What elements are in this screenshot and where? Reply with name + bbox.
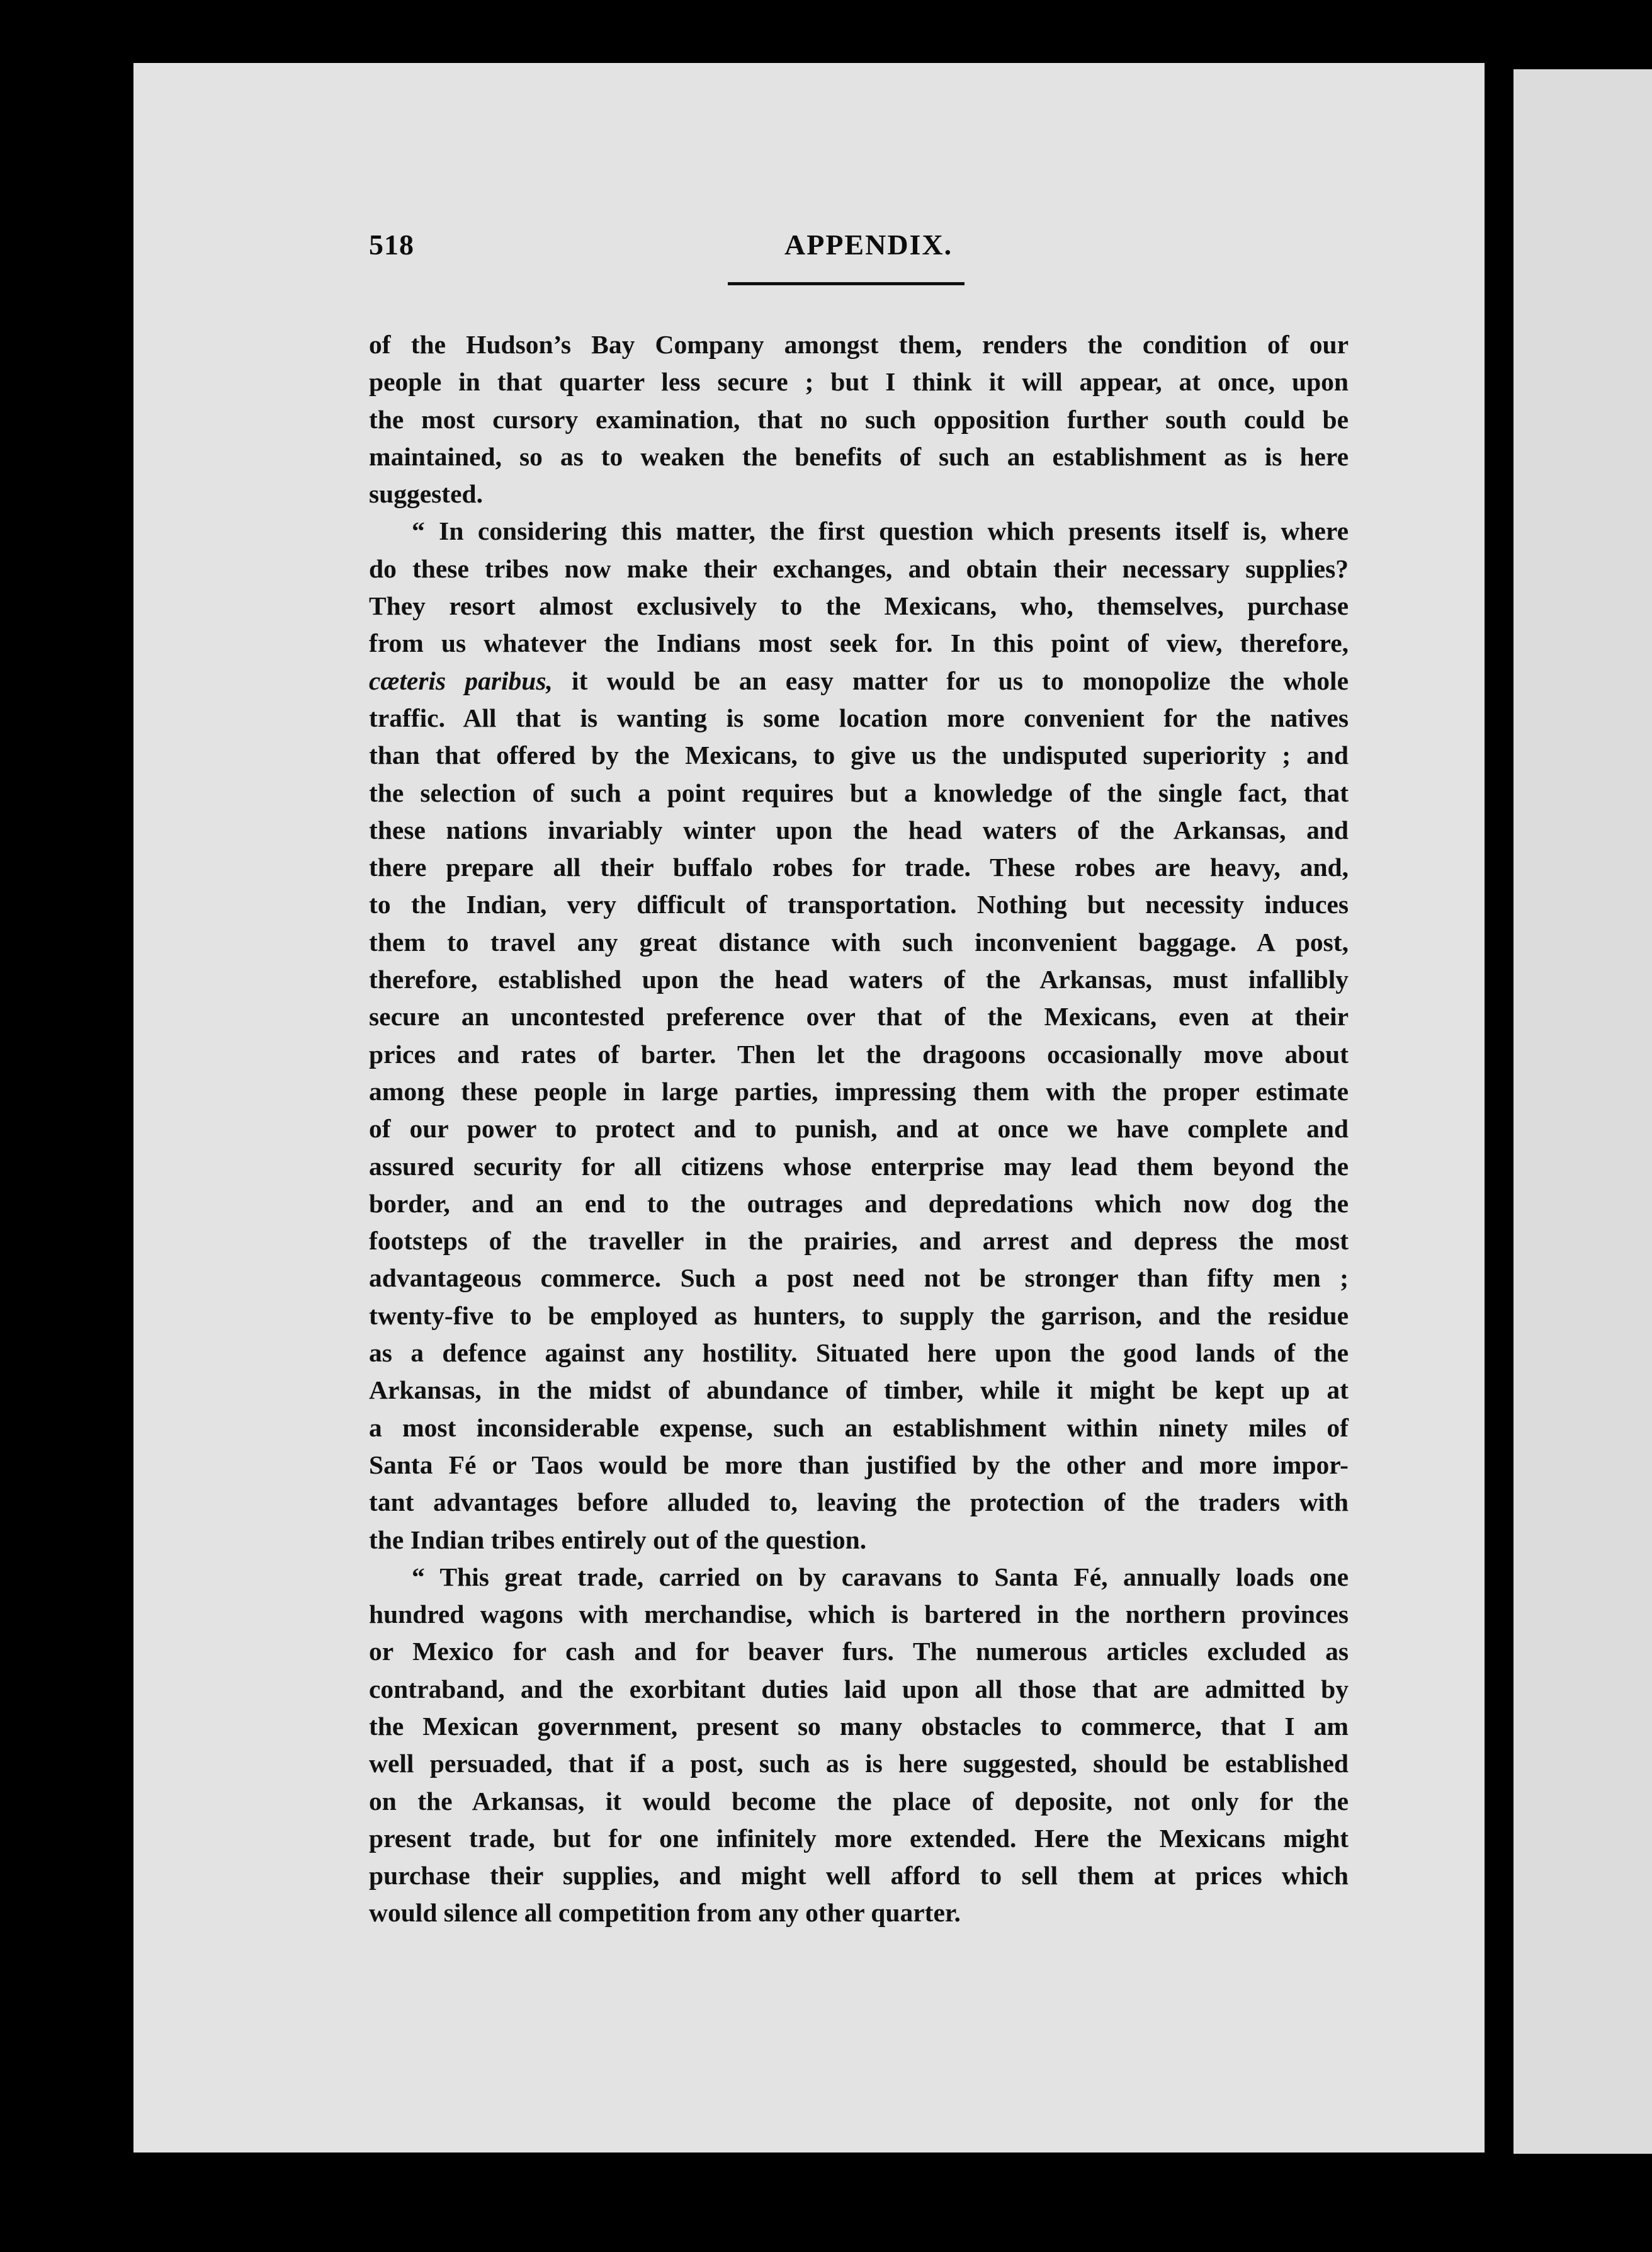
text-line: the Indian tribes entirely out of the question. (369, 1525, 867, 1554)
text-line: contraband, and the exorbitant duties laid upon all those that are admitted by (369, 1674, 1349, 1703)
header-rule (728, 282, 965, 285)
text-line: suggested. (369, 479, 483, 509)
text-line: well persuaded, that if a post, such as is here suggested, should be established (369, 1749, 1349, 1778)
text-line: would silence all competition from any other quarter. (369, 1898, 961, 1928)
text-line: the Mexican government, present so many obstacles to commerce, that I am (369, 1711, 1349, 1741)
text-line: of our power to protect and to punish, and at once we have complete and (369, 1114, 1349, 1144)
text-line: to the Indian, very difficult of transportation. Nothing but necessity induces (369, 890, 1349, 919)
text-line: of the Hudson’s Bay Company amongst them, renders the condition of our (369, 330, 1349, 359)
text-line: border, and an end to the outrages and depredations which now dog the (369, 1188, 1349, 1218)
text-line: these nations invariably winter upon the head waters of the Arkansas, and (369, 815, 1349, 844)
text-line: secure an uncontested preference over that of the Mexicans, even at their (369, 1002, 1349, 1032)
text-line: purchase their supplies, and might well afford to sell them at prices which (369, 1861, 1349, 1891)
text-line: advantageous commerce. Such a post need not be stronger than fifty men ; (369, 1263, 1349, 1293)
text-line: hundred wagons with merchandise, which is bartered in the northern provinces (369, 1600, 1349, 1629)
text-line: Arkansas, in the midst of abundance of timber, while it might be kept up at (369, 1375, 1349, 1405)
text-line: among these people in large parties, impressing them with the proper estimate (369, 1076, 1349, 1106)
page-number: 518 (369, 229, 414, 261)
text-line: the selection of such a point requires but a knowledge of the single fact, that (369, 778, 1349, 807)
text-line: Santa Fé or Taos would be more than justified by the other and more impor- (369, 1450, 1349, 1479)
text-line: “ This great trade, carried on by caravans to Santa Fé, annually loads one (412, 1562, 1349, 1591)
text-line: as a defence against any hostility. Situated here upon the good lands of the (369, 1338, 1349, 1368)
text-line: footsteps of the traveller in the prairies, and arrest and depress the most (369, 1226, 1349, 1256)
italic-phrase: cæteris paribus, (369, 666, 553, 695)
text-line: therefore, established upon the head waters of the Arkansas, must infallibly (369, 965, 1349, 994)
text-line: on the Arkansas, it would become the place of deposite, not only for the (369, 1786, 1349, 1816)
text-line: a most inconsiderable expense, such an establishment within ninety miles of (369, 1413, 1349, 1442)
text-line: from us whatever the Indians most seek for. In this point of view, therefore, (369, 628, 1349, 658)
text-line-rest: it would be an easy matter for us to monopolize the whole (572, 666, 1349, 695)
text-line: do these tribes now make their exchanges, and obtain their necessary supplies? (369, 554, 1349, 583)
text-line: them to travel any great distance with such inconvenient baggage. A post, (369, 927, 1349, 957)
text-line: They resort almost exclusively to the Mexicans, who, themselves, purchase (369, 591, 1349, 621)
text-line: than that offered by the Mexicans, to give us the undisputed superiority ; and (369, 741, 1349, 770)
text-line: maintained, so as to weaken the benefits of such an establishment as is here (369, 441, 1349, 471)
text-line: the most cursory examination, that no such opposition further south could be (369, 404, 1349, 434)
adjacent-page-edge (1513, 69, 1652, 2154)
text-line: or Mexico for cash and for beaver furs. The numerous articles excluded as (369, 1637, 1349, 1666)
text-line: traffic. All that is wanting is some location more convenient for the natives (369, 703, 1349, 732)
text-line: assured security for all citizens whose enterprise may lead them beyond the (369, 1151, 1349, 1181)
text-line: people in that quarter less secure ; but I think it will appear, at once, upon (369, 367, 1349, 397)
text-line-with-italic (369, 663, 1349, 700)
text-line: present trade, but for one infinitely more extended. Here the Mexicans might (369, 1823, 1349, 1853)
text-line: “ In considering this matter, the first question which presents itself is, where (412, 516, 1349, 546)
text-line: tant advantages before alluded to, leaving the protection of the traders with (369, 1487, 1349, 1517)
running-head: APPENDIX. (784, 229, 953, 261)
text-line: prices and rates of barter. Then let the dragoons occasionally move about (369, 1039, 1349, 1069)
text-line: there prepare all their buffalo robes for trade. These robes are heavy, and, (369, 853, 1349, 882)
page-header (369, 228, 1338, 291)
body-text (369, 326, 1349, 1932)
text-line: twenty-five to be employed as hunters, to supply the garrison, and the residue (369, 1300, 1349, 1330)
